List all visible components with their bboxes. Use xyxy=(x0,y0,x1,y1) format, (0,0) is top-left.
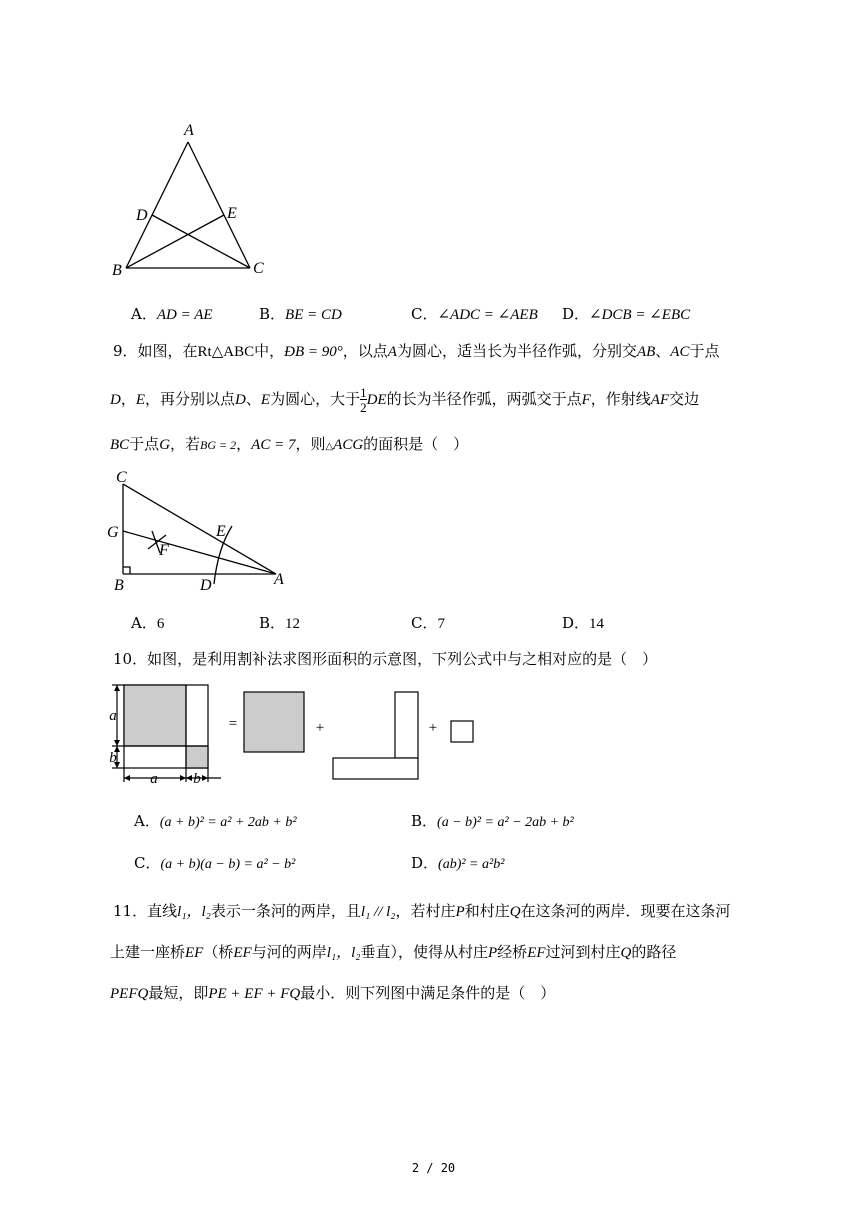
q9-option-d[interactable]: D．14 xyxy=(562,614,605,632)
q10-label-a-bottom: a xyxy=(150,771,158,787)
q9-label-F: F xyxy=(159,542,169,559)
q10-plus-sign-2: + xyxy=(428,720,438,736)
q8-label-D: D xyxy=(136,207,148,224)
q10-label-a-side: a xyxy=(109,708,117,724)
q10-option-b[interactable]: B．(a − b)² = a² − 2ab + b² xyxy=(411,812,574,830)
q9-stem-line2: D，E，再分别以点D、E为圆心，大于 $\frac{1}{2}$ DE的长为半径作弧，两弧交于点F，作射线AF交边 xyxy=(110,385,700,415)
q11-stem-line1: 11．直线l₁，l₂表示一条河的两岸，且l₁ // l₂，若村庄P和村庄Q在这条河的两岸．现要在这条河 xyxy=(113,902,731,920)
q9-label-B: B xyxy=(114,577,124,594)
q9-label-A: A xyxy=(274,571,284,588)
q8-label-A: A xyxy=(184,122,194,139)
q10-area-figure xyxy=(104,678,484,790)
q9-option-b[interactable]: B．12 xyxy=(259,614,301,632)
q10-label-b-bottom: b xyxy=(193,771,201,787)
q10-plus-sign-1: + xyxy=(315,720,325,736)
q8-option-b[interactable]: B．BE = CD xyxy=(259,305,342,323)
q9-option-a[interactable]: A．6 xyxy=(131,614,165,632)
q11-stem-line3: PEFQ最短，即PE + EF + FQ最小．则下列图中满足条件的是（ ） xyxy=(110,984,556,1002)
q8-label-C: C xyxy=(253,260,264,277)
q9-fraction-half: $\frac{1}{2}$ xyxy=(360,385,367,415)
q9-label-D: D xyxy=(200,577,212,594)
q9-label-G: G xyxy=(107,524,119,541)
q8-option-d[interactable]: D．∠DCB = ∠EBC xyxy=(562,305,691,323)
q9-label-E: E xyxy=(216,523,226,540)
q10-option-a[interactable]: A．(a + b)² = a² + 2ab + b² xyxy=(134,812,297,830)
q10-equals-sign: = xyxy=(228,716,238,732)
q10-label-b-side: b xyxy=(109,750,117,766)
q11-stem-line2: 上建一座桥EF（桥EF与河的两岸l₁，l₂垂直），使得从村庄P经桥EF过河到村庄Q的路径 xyxy=(110,943,677,961)
q9-label-C: C xyxy=(116,469,127,486)
q9-stem-line3: BC于点G，若BG = 2，AC = 7，则△ACG的面积是（ ） xyxy=(110,435,469,453)
q9-option-c[interactable]: C．7 xyxy=(411,614,445,632)
page-number: 2 / 20 xyxy=(411,1161,456,1175)
q10-option-c[interactable]: C．(a + b)(a − b) = a² − b² xyxy=(134,854,296,872)
q10-option-d[interactable]: D．(ab)² = a²b² xyxy=(411,854,505,872)
q9-right-triangle-figure xyxy=(104,466,294,594)
q8-option-a[interactable]: A．AD = AE xyxy=(131,305,213,323)
q8-label-B: B xyxy=(112,262,122,279)
q9-stem-line1: 9．如图，在Rt△ABC中，ÐB = 90°，以点A为圆心，适当长为半径作弧，分别交AB、AC于点 xyxy=(113,342,720,360)
q10-stem: 10．如图，是利用割补法求图形面积的示意图，下列公式中与之相对应的是（ ） xyxy=(113,650,658,668)
q8-triangle-figure xyxy=(100,118,280,280)
q8-option-c[interactable]: C．∠ADC = ∠AEB xyxy=(411,305,538,323)
q8-label-E: E xyxy=(227,205,237,222)
